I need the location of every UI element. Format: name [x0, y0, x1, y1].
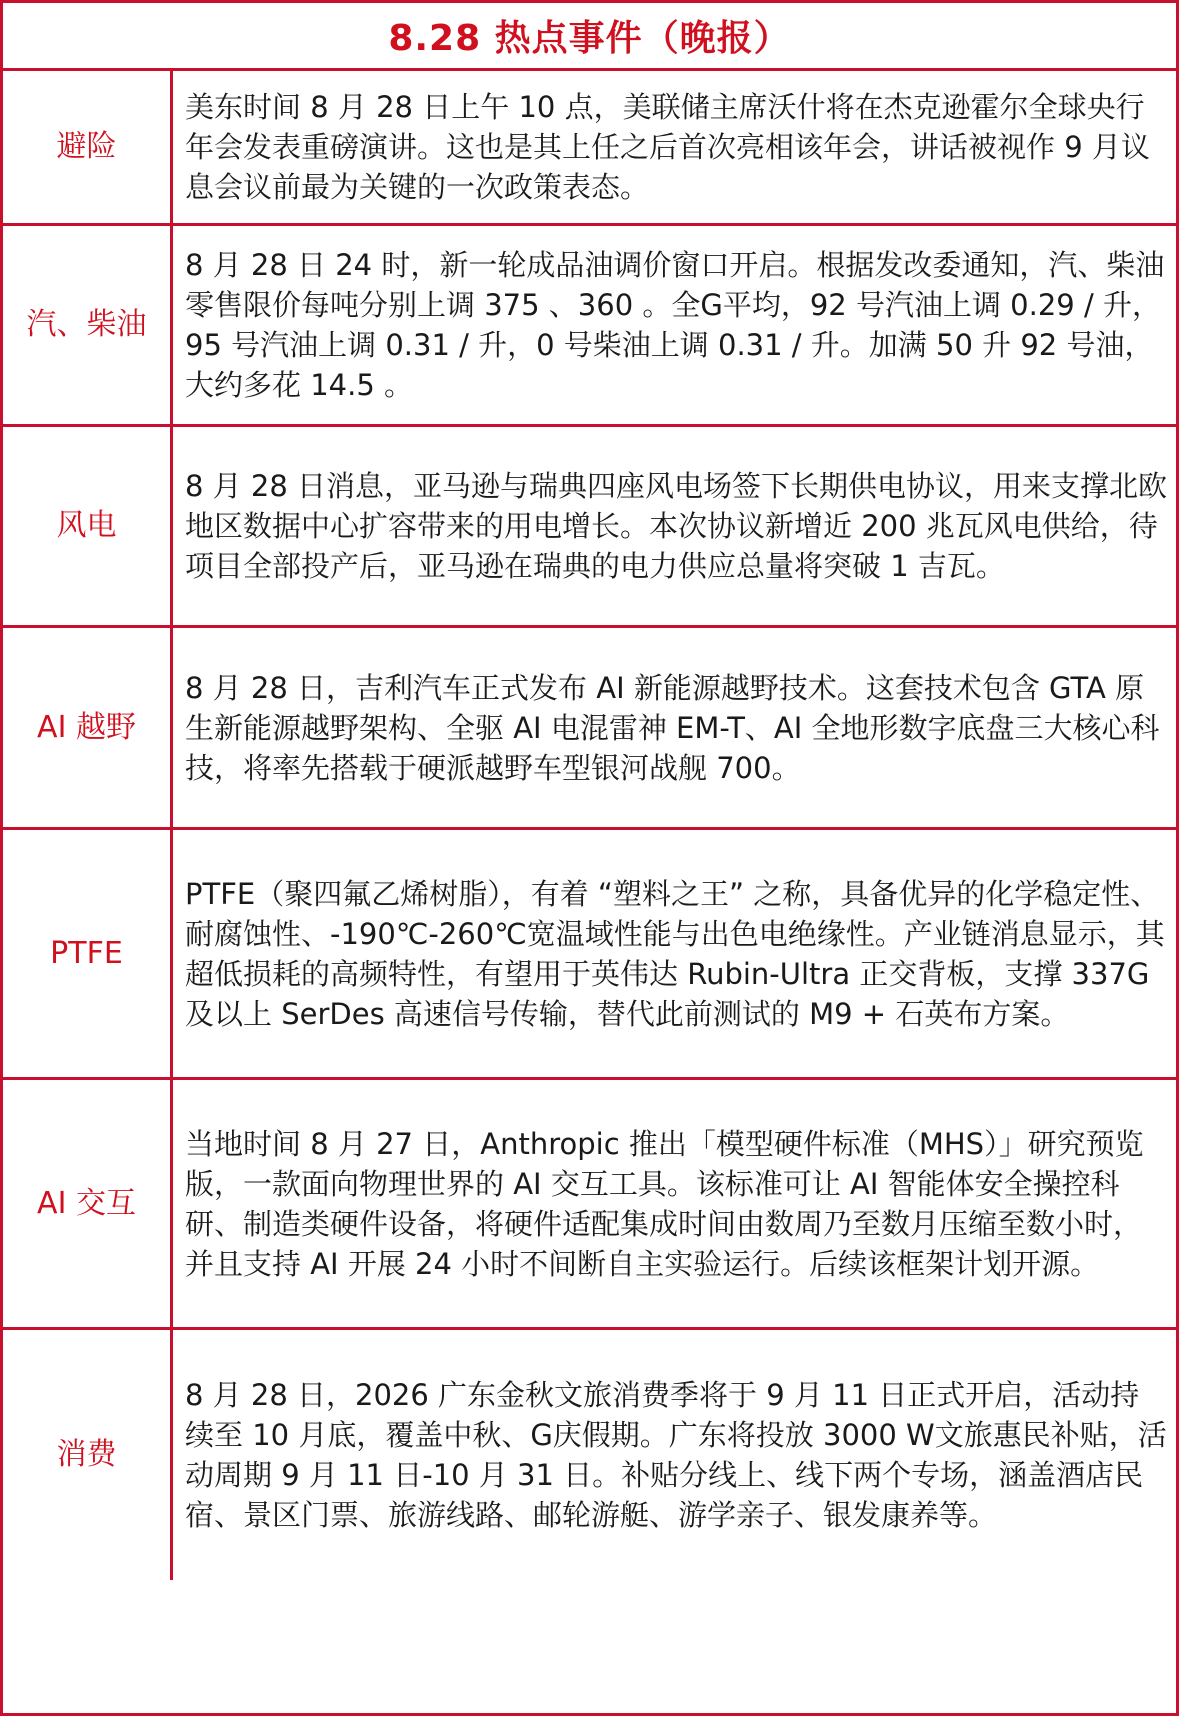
category-label: 风电 [56, 508, 117, 543]
news-content-cell [173, 830, 1176, 1077]
news-row-safe-haven [3, 71, 1176, 226]
news-text: 美东时间 8 月 28 日上午 10 点，美联储主席沃什将在杰克逊霍尔全球央行年会发表重磅演讲。这也是其上任之后首次亮相该年会，讲话被视作 9 月议息会议前最为关键的一次政策表态。 [185, 90, 1150, 204]
news-rows [3, 71, 1176, 1580]
news-text: 当地时间 8 月 27 日，Anthropic 推出「模型硬件标准（MHS）」研究预览版，一款面向物理世界的 AI 交互工具。该标准可让 AI 智能体安全操控科研、制造类硬件设备，将硬件适配集成时间由数周乃至数月压缩至数小时，并且支持 AI 开展 24 小时不间断自主实验运行。后续该框架计划开源。 [185, 1126, 1144, 1281]
news-text: 8 月 28 日，吉利汽车正式发布 AI 新能源越野技术。这套技术包含 GTA 原生新能源越野架构、全驱 AI 电混雷神 EM-T、AI 全地形数字底盘三大核心科技，将率先搭载于硬派越野车型银河战舰 700。 [185, 670, 1160, 785]
category-cell [3, 226, 173, 424]
news-content-cell [173, 628, 1176, 827]
news-row-consumption [3, 1330, 1176, 1580]
category-label: 汽、柴油 [26, 307, 147, 342]
category-label: PTFE [50, 935, 123, 971]
news-row-wind-power [3, 427, 1176, 628]
news-content-cell [173, 226, 1176, 424]
category-cell [3, 427, 173, 625]
news-content-cell [173, 1080, 1176, 1327]
category-cell [3, 830, 173, 1077]
category-label: 避险 [56, 129, 117, 164]
category-cell [3, 71, 173, 223]
news-text: 8 月 28 日 24 时，新一轮成品油调价窗口开启。根据发改委通知，汽、柴油零售限价每吨分别上调 375 、360 。全G平均，92 号汽油上调 0.29 / 升，95 号汽油上调 0.31 / 升，0 号柴油上调 0.31 / 升。加满 50 升 92 号油，大约多花 14.5 。 [185, 248, 1165, 402]
news-row-ptfe [3, 830, 1176, 1080]
news-row-ai-interaction [3, 1080, 1176, 1330]
category-label: AI 越野 [37, 709, 136, 745]
category-cell [3, 1330, 173, 1580]
news-content-cell [173, 427, 1176, 625]
news-content-cell [173, 71, 1176, 223]
category-label: AI 交互 [37, 1185, 136, 1221]
news-text: 8 月 28 日，2026 广东金秋文旅消费季将于 9 月 11 日正式开启，活动持续至 10 月底，覆盖中秋、G庆假期。广东将投放 3000 W文旅惠民补贴，活动周期 9 月 11 日-10 月 31 日。补贴分线上、线下两个专场，涵盖酒店民宿、景区门票、旅游线路、邮轮游艇、游学亲子、银发康养等。 [185, 1378, 1167, 1532]
news-row-ai-offroad [3, 628, 1176, 830]
category-cell [3, 1080, 173, 1327]
news-row-fuel [3, 226, 1176, 427]
title-bar [3, 3, 1176, 71]
news-content-cell [173, 1330, 1176, 1580]
page-title: 8.28 热点事件（晚报） [388, 18, 791, 59]
category-cell [3, 628, 173, 827]
news-text: 8 月 28 日消息，亚马逊与瑞典四座风电场签下长期供电协议，用来支撑北欧地区数据中心扩容带来的用电增长。本次协议新增近 200 兆瓦风电供给，待项目全部投产后，亚马逊在瑞典的电力供应总量将突破 1 吉瓦。 [185, 469, 1168, 583]
news-text: PTFE（聚四氟乙烯树脂），有着 “塑料之王” 之称，具备优异的化学稳定性、耐腐蚀性、-190℃-260℃宽温域性能与出色电绝缘性。产业链消息显示，其超低损耗的高频特性，有望用于英伟达 Rubin-Ultra 正交背板，支撑 337G 及以上 SerDes 高速信号传输，替代此前测试的 M9 + 石英布方案。 [185, 876, 1165, 1031]
category-label: 消费 [56, 1437, 117, 1472]
